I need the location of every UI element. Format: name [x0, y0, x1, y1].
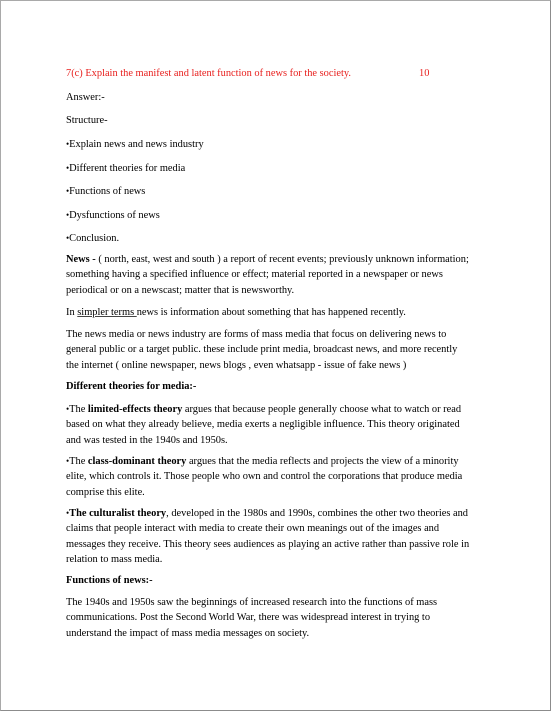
news-term: News - — [66, 254, 96, 265]
functions-heading: Functions of news:- — [66, 575, 153, 586]
simpler-terms-line: In simpler terms news is information about something that has happened recently. — [66, 307, 406, 318]
structure-item: •Explain news and news industry — [66, 139, 204, 150]
theory-limited-effects: •The limited-effects theory argues that because people generally choose what to watch or read based on what they already believe, media exerts a negligible influence. This theory originated and was tested in the 1940s and 1950s. — [66, 404, 462, 446]
bullet-icon: • — [66, 210, 70, 220]
functions-paragraph: The 1940s and 1950s saw the beginnings of increased research into the functions of mass communications. Post the Second World War, there was widespread interest in trying to understand the impact of mass media messages on society. — [66, 597, 438, 639]
bullet-icon: • — [66, 456, 70, 466]
structure-item: •Dysfunctions of news — [66, 210, 160, 221]
bullet-icon: • — [66, 139, 70, 149]
news-industry-paragraph: The news media or news industry are forms of mass media that focus on delivering news to general public or a target public. these include print media, broadcast news, and more recently the internet ( online newspaper, news blogs , even whatsapp - issue of fake news ) — [66, 329, 458, 371]
structure-label: Structure- — [66, 115, 108, 126]
bullet-icon: • — [66, 404, 70, 414]
structure-item: •Different theories for media — [66, 163, 186, 174]
bullet-icon: • — [66, 233, 70, 243]
theory-culturalist: •The culturalist theory, developed in the 1980s and 1990s, combines the other two theories and claims that people interact with media to create their own meanings out of the images and messages they receive. This theory sees audiences as playing an active rather than passive role in relation to mass media. — [66, 508, 470, 566]
structure-item: •Conclusion. — [66, 233, 120, 244]
bullet-icon: • — [66, 186, 70, 196]
question-marks: 10 — [419, 68, 430, 79]
simpler-terms-underlined: simpler terms — [77, 307, 137, 318]
news-definition: News - ( north, east, west and south ) a report of recent events; previously unknown information; something having a specified influence or effect; material reported in a newspaper or news periodical or on a newscast; matter that is newsworthy. — [66, 254, 469, 296]
question-text: 7(c) Explain the manifest and latent function of news for the society. — [66, 68, 351, 79]
answer-label: Answer:- — [66, 92, 105, 103]
bullet-icon: • — [66, 163, 70, 173]
question-line — [66, 66, 486, 81]
structure-item: •Functions of news — [66, 186, 146, 197]
bullet-icon: • — [66, 508, 70, 518]
theory-class-dominant: •The class-dominant theory argues that the media reflects and projects the view of a minority elite, which controls it. Those people who own and control the corporations that produce media comprise this elite. — [66, 456, 463, 498]
theories-heading: Different theories for media:- — [66, 381, 197, 392]
